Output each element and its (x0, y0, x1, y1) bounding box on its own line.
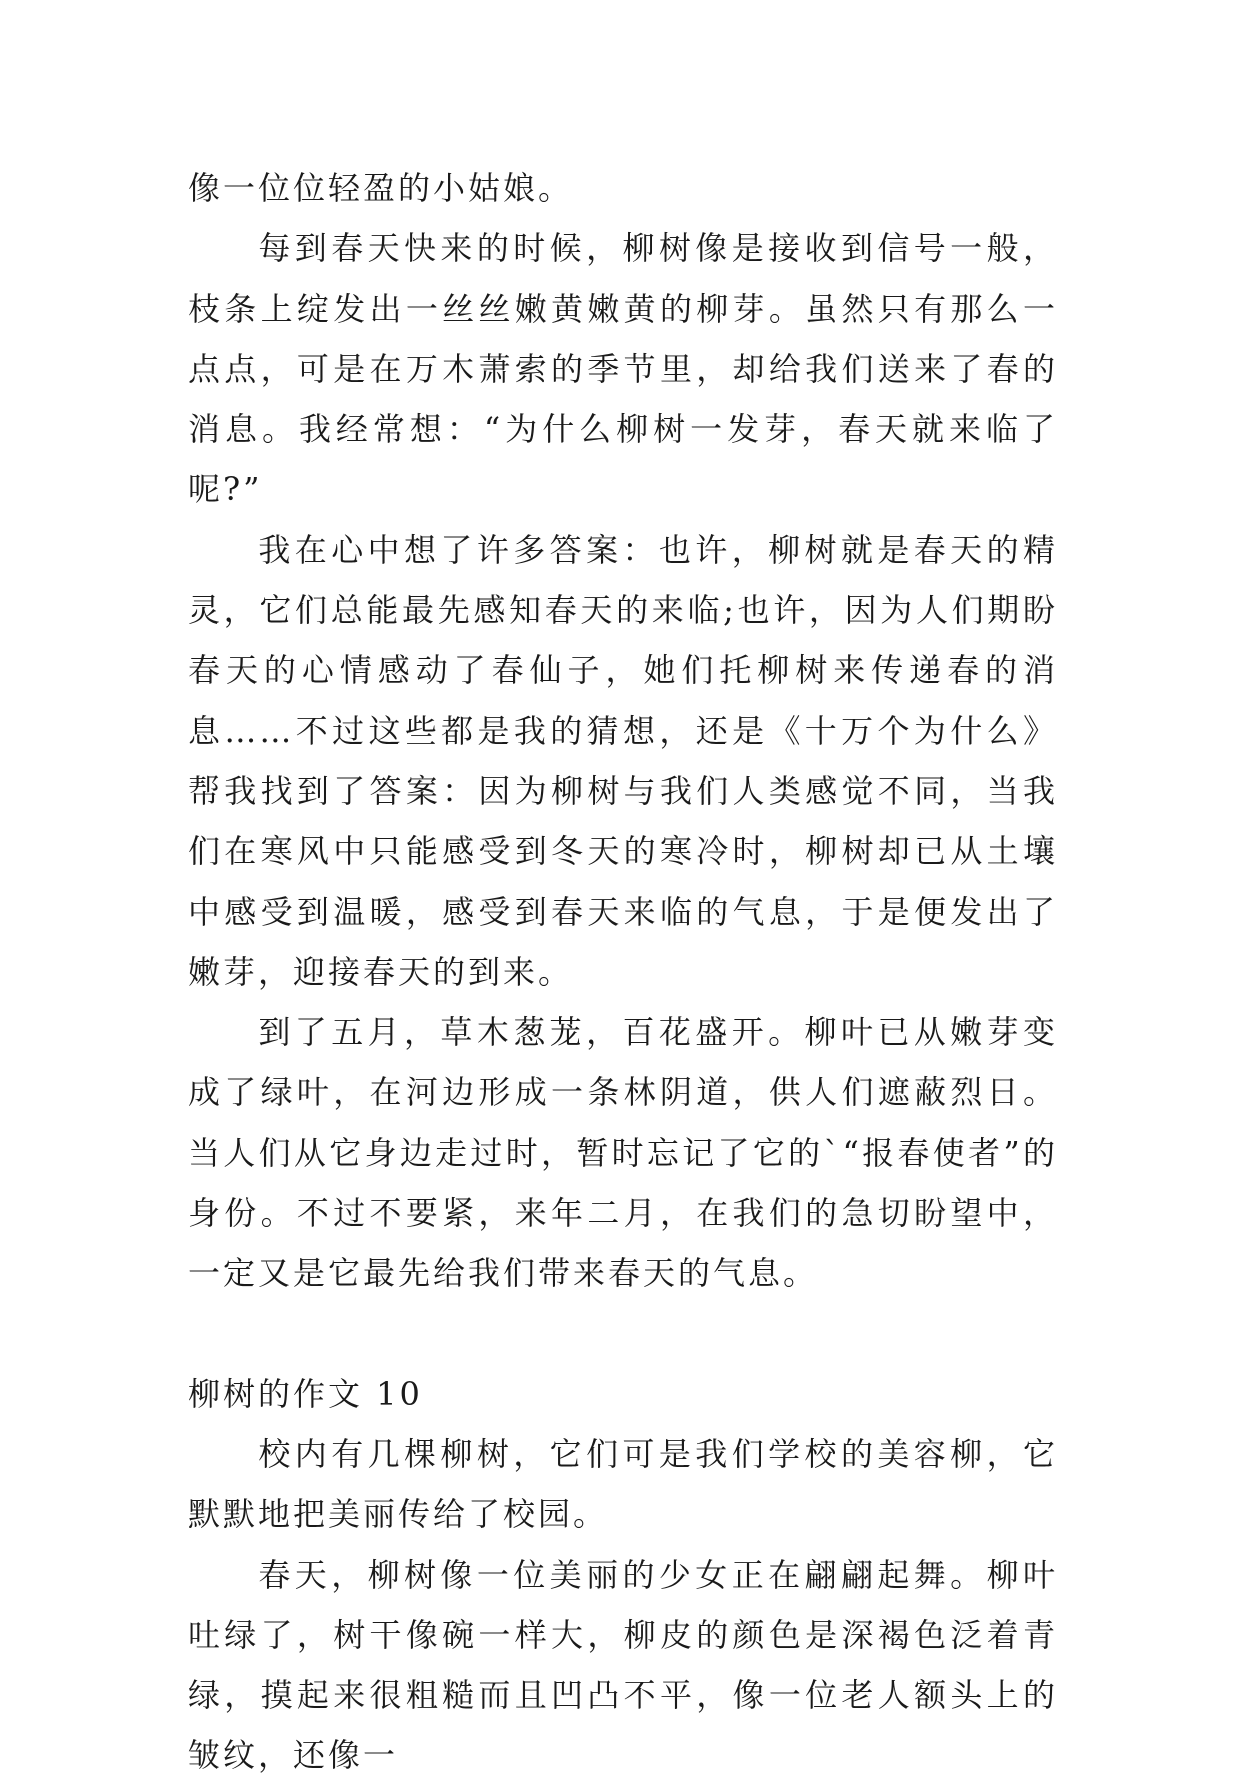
paragraph-spring-buds: 每到春天快来的时候，柳树像是接收到信号一般，枝条上绽发出一丝丝嫩黄嫩黄的柳芽。虽然只有那么一点点，可是在万木萧索的季节里，却给我们送来了春的消息。我经常想：“为什么柳树一发芽，春天就来临了呢?” (188, 229, 1058, 509)
paragraph-spring-dance: 春天，柳树像一位美丽的少女正在翩翩起舞。柳叶吐绿了，树干像碗一样大，柳皮的颜色是深褐色泛着青绿，摸起来很粗糙而且凹凸不平，像一位老人额头上的皱纹，还像一 (188, 1555, 1058, 1775)
document-body (188, 158, 1058, 1786)
paragraph-continuation: 像一位位轻盈的小姑娘。 (188, 169, 574, 207)
paragraph-may: 到了五月，草木葱茏，百花盛开。柳叶已从嫩芽变成了绿叶，在河边形成一条林阴道，供人们遮蔽烈日。当人们从它身边走过时，暂时忘记了它的`“报春使者”的身份。不过不要紧，来年二月，在我们的急切盼望中，一定又是它最先给我们带来春天的气息。 (188, 1013, 1058, 1293)
paragraph-school-willows: 校内有几棵柳树，它们可是我们学校的美容柳，它默默地把美丽传给了校园。 (188, 1434, 1058, 1534)
paragraph-answers: 我在心中想了许多答案：也许，柳树就是春天的精灵，它们总能最先感知春天的来临;也许，因为人们期盼春天的心情感动了春仙子，她们托柳树来传递春的消息……不过这些都是我的猜想，还是《十万个为什么》帮我找到了答案：因为柳树与我们人类感觉不同，当我们在寒风中只能感受到冬天的寒冷时，柳树却已从土壤中感受到温暖，感受到春天来临的气息，于是便发出了嫩芽，迎接春天的到来。 (188, 530, 1058, 991)
section-title: 柳树的作文 10 (188, 1374, 423, 1413)
